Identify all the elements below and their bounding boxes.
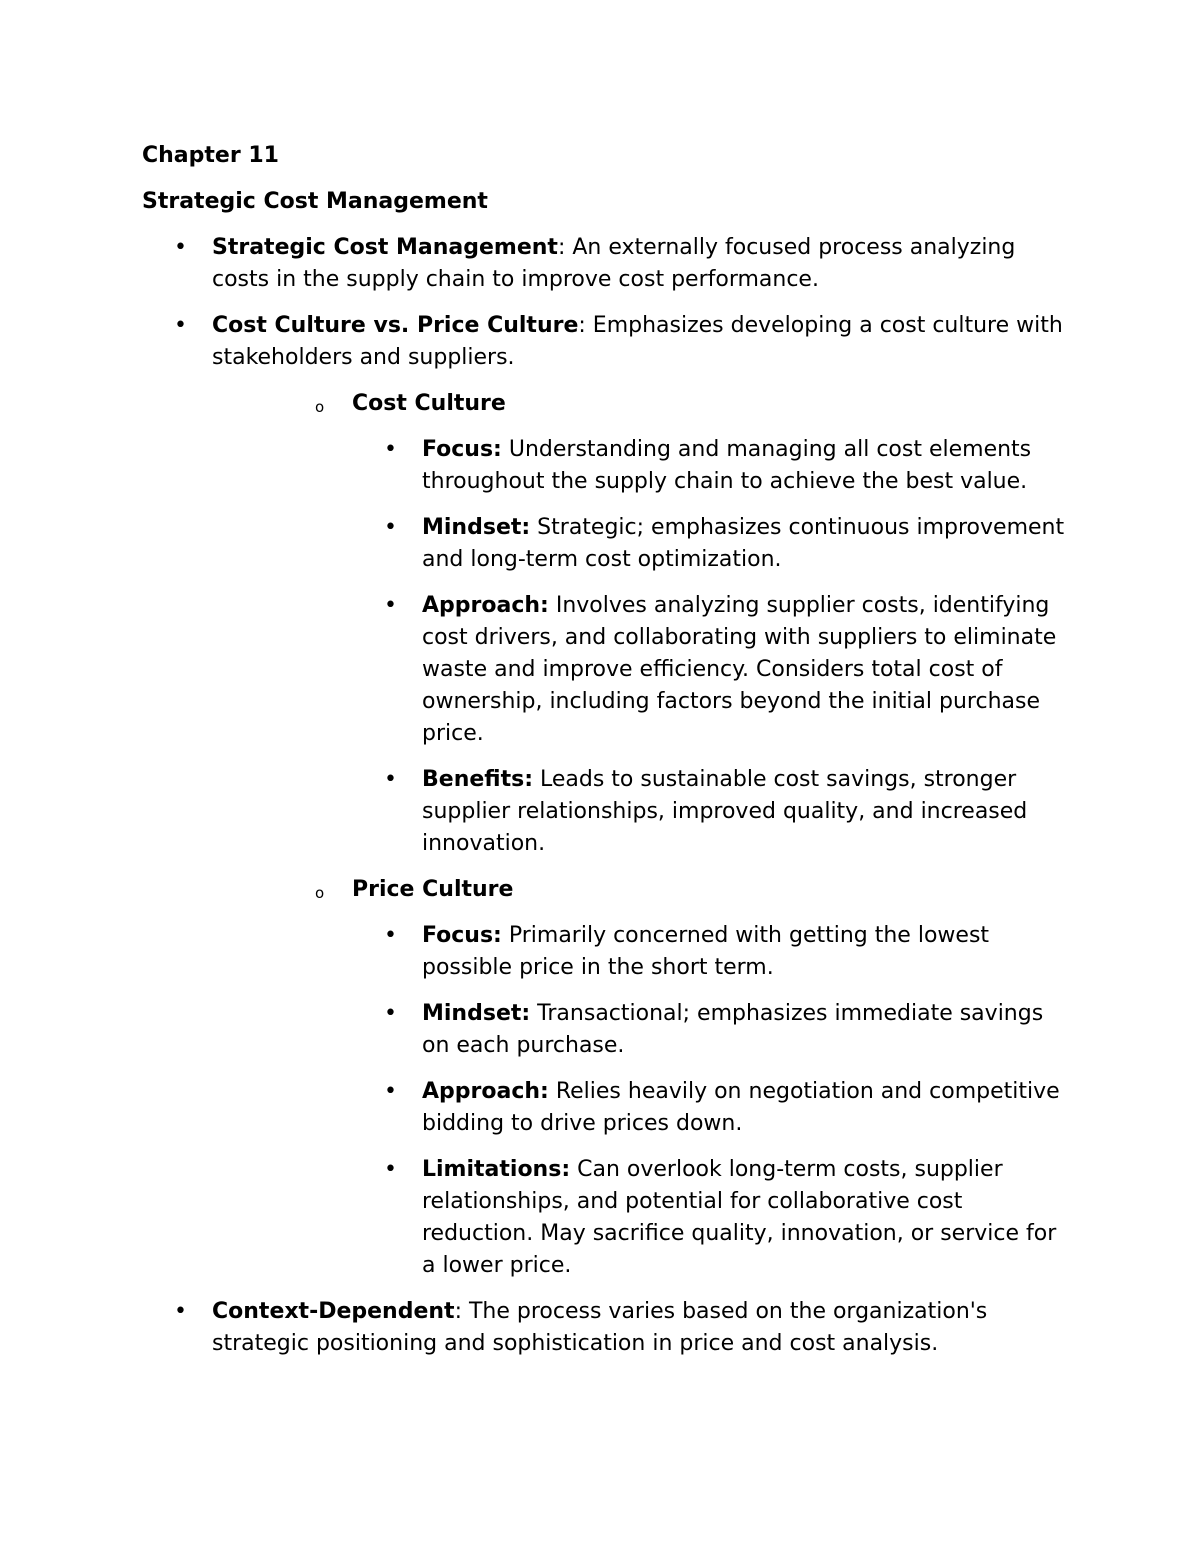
detail-label: Mindset: [422,1001,531,1026]
term-separator: : [578,313,586,338]
detail-item [352,764,1072,860]
detail-label: Approach: [422,1079,549,1104]
detail-text: Relies heavily on negotiation and competitive bidding to drive prices down. [422,1079,1060,1136]
detail-list [352,434,1072,860]
detail-label: Mindset: [422,515,531,540]
sub-list-item-cost-culture [282,388,1072,860]
item-text: The process varies based on the organization's strategic positioning and sophistication in price and cost analysis. [212,1299,988,1356]
list-item [142,232,1072,296]
detail-item [352,590,1072,750]
detail-item [352,998,1072,1062]
sub-heading: Cost Culture [352,391,506,416]
detail-item [352,920,1072,984]
bullet-icon: • [384,437,397,462]
detail-text: Strategic; emphasizes continuous improvement and long-term cost optimization. [422,515,1065,572]
bullet-icon: • [384,1079,397,1104]
bullet-icon: • [384,923,397,948]
bullet-icon: • [174,313,187,338]
term-label: Context-Dependent [212,1299,455,1324]
detail-text: Primarily concerned with getting the lowest possible price in the short term. [422,923,990,980]
circle-bullet-icon: o [315,884,325,902]
document-page [142,140,1072,1374]
list-item [142,1296,1072,1360]
sub-list [212,388,1072,1282]
detail-item [352,1154,1072,1282]
detail-text: Understanding and managing all cost elements throughout the supply chain to achieve the best value. [422,437,1032,494]
detail-list [352,920,1072,1282]
chapter-heading: Chapter 11 [142,143,279,168]
detail-text: Involves analyzing supplier costs, identifying cost drivers, and collaborating with suppliers to eliminate waste and improve efficiency. Considers total cost of ownership, including factors beyond the initial purchase price. [422,593,1057,746]
bullet-icon: • [384,1157,397,1182]
bullet-icon: • [384,515,397,540]
detail-label: Benefits: [422,767,533,792]
bullet-icon: • [384,1001,397,1026]
detail-item [352,512,1072,576]
main-bullet-list [142,232,1072,1360]
detail-item [352,1076,1072,1140]
circle-bullet-icon: o [315,398,325,416]
item-text: Emphasizes developing a cost culture with stakeholders and suppliers. [212,313,1063,370]
detail-label: Focus: [422,437,502,462]
bullet-icon: • [384,593,397,618]
detail-item [352,434,1072,498]
page-title: Strategic Cost Management [142,189,488,214]
list-item [142,310,1072,1282]
detail-text: Leads to sustainable cost savings, stronger supplier relationships, improved quality, and increased innovation. [422,767,1028,856]
term-separator: : [454,1299,462,1324]
detail-text: Transactional; emphasizes immediate savings on each purchase. [422,1001,1044,1058]
term-separator: : [557,235,566,260]
detail-label: Approach: [422,593,549,618]
item-text: An externally focused process analyzing costs in the supply chain to improve cost performance. [212,235,1016,292]
bullet-icon: • [174,1299,187,1324]
detail-label: Limitations: [422,1157,571,1182]
detail-label: Focus: [422,923,502,948]
term-label: Cost Culture vs. Price Culture [212,313,579,338]
bullet-icon: • [174,235,187,260]
sub-list-item-price-culture [282,874,1072,1282]
sub-heading: Price Culture [352,877,514,902]
term-label: Strategic Cost Management [212,235,558,260]
detail-text: Can overlook long-term costs, supplier relationships, and potential for collaborative cost reduction. May sacrifice quality, innovation, or service for a lower price. [422,1157,1057,1278]
bullet-icon: • [384,767,397,792]
